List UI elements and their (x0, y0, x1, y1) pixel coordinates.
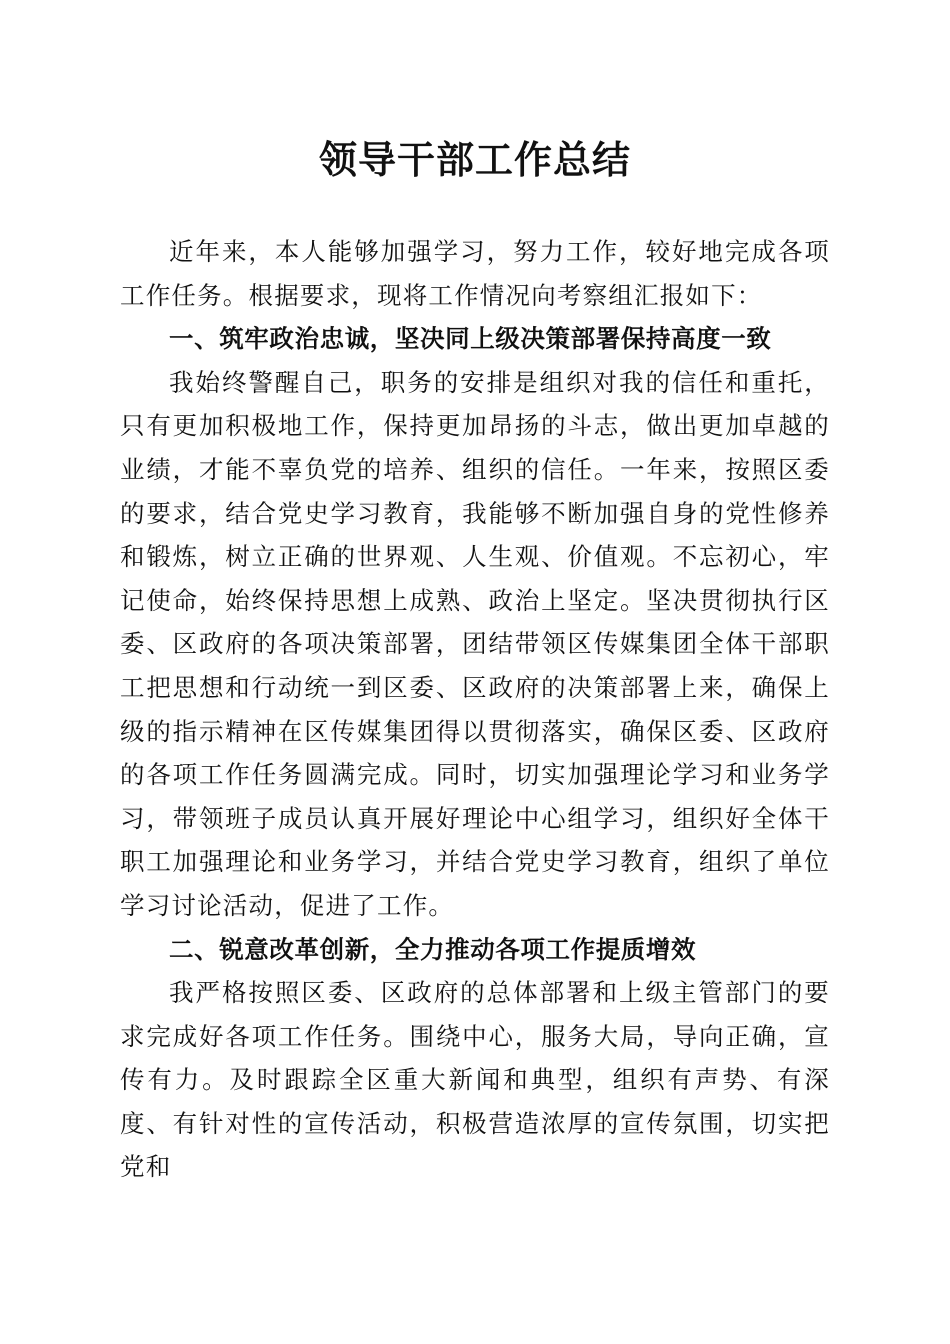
section-2-paragraph: 我严格按照区委、区政府的总体部署和上级主管部门的要求完成好各项工作任务。围绕中心，服务大局，导向正确，宣传有力。及时跟踪全区重大新闻和典型，组织有声势、有深度、有针对性的宣传活动，积极营造浓厚的宣传氛围，切实把党和 (120, 978, 830, 1182)
document-body (120, 230, 830, 1189)
section-2-heading: 二、锐意改革创新，全力推动各项工作提质增效 (169, 934, 697, 964)
document-title: 领导干部工作总结 (318, 137, 631, 182)
section-1-heading: 一、筑牢政治忠诚，坚决同上级决策部署保持高度一致 (169, 324, 772, 354)
section-1-paragraph: 我始终警醒自己，职务的安排是组织对我的信任和重托，只有更加积极地工作，保持更加昂扬的斗志，做出更加卓越的业绩，才能不辜负党的培养、组织的信任。一年来，按照区委的要求，结合党史学习教育，我能够不断加强自身的党性修养和锻炼，树立正确的世界观、人生观、价值观。不忘初心，牢记使命，始终保持思想上成熟、政治上坚定。坚决贯彻执行区委、区政府的各项决策部署，团结带领区传媒集团全体干部职工把思想和行动统一到区委、区政府的决策部署上来，确保上级的指示精神在区传媒集团得以贯彻落实，确保区委、区政府的各项工作任务圆满完成。同时，切实加强理论学习和业务学习，带领班子成员认真开展好理论中心组学习，组织好全体干职工加强理论和业务学习，并结合党史学习教育，组织了单位学习讨论活动，促进了工作。 (120, 367, 830, 920)
intro-paragraph: 近年来，本人能够加强学习，努力工作，较好地完成各项工作任务。根据要求，现将工作情况向考察组汇报如下： (120, 237, 830, 310)
